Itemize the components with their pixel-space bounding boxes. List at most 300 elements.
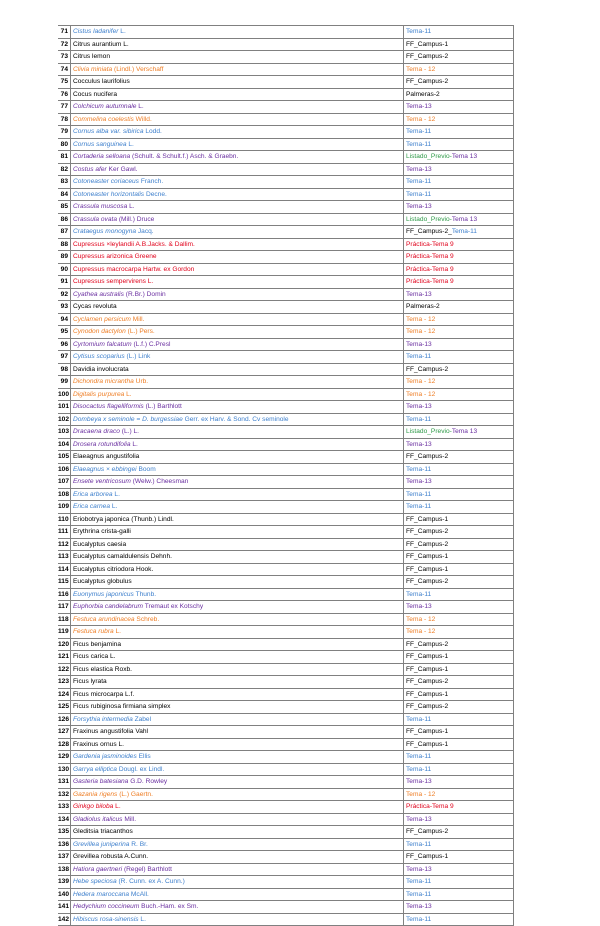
species-authority: Vahl xyxy=(133,728,149,736)
row-number: 93 xyxy=(58,301,71,314)
row-number: 108 xyxy=(58,488,71,501)
topic-label: FF_Campus-1 xyxy=(406,515,449,523)
table-row xyxy=(58,576,514,589)
topic-cell xyxy=(404,426,514,439)
row-number: 95 xyxy=(58,326,71,339)
row-number: 87 xyxy=(58,226,71,239)
species-authority: L.f. xyxy=(123,690,135,698)
species-name: Forsythia intermedia xyxy=(73,715,133,723)
table-row xyxy=(58,538,514,551)
species-authority: L. xyxy=(118,28,126,36)
row-number: 86 xyxy=(58,213,71,226)
table-row xyxy=(58,288,514,301)
topic-label: FF_Campus-2 xyxy=(406,453,449,461)
topic-cell xyxy=(404,576,514,589)
topic-label: Tema-11 xyxy=(406,878,432,886)
topic-label: FF_Campus-2 xyxy=(406,640,449,648)
species-name-cell xyxy=(71,26,404,39)
species-name-cell xyxy=(71,913,404,926)
topic-label: Tema-13 xyxy=(406,103,432,111)
topic-cell xyxy=(404,113,514,126)
row-number: 135 xyxy=(58,826,71,839)
species-authority: L. xyxy=(113,803,121,811)
topic-label: Tema-11 xyxy=(406,503,432,511)
species-authority: McAll. xyxy=(129,890,149,898)
topic-label: FF_Campus-2 xyxy=(406,540,449,548)
topic-cell xyxy=(404,776,514,789)
row-number: 89 xyxy=(58,251,71,264)
table-row xyxy=(58,88,514,101)
species-name: Eucalyptus globulus xyxy=(73,578,132,586)
species-authority: Urb. xyxy=(133,378,149,386)
species-name-cell xyxy=(71,588,404,601)
table-row xyxy=(58,351,514,364)
species-name-cell xyxy=(71,613,404,626)
topic-cell xyxy=(404,201,514,214)
topic-label: Tema - 12 xyxy=(406,790,436,798)
species-authority: Mill. xyxy=(122,815,137,823)
species-name: Festuca rubra xyxy=(73,628,114,636)
species-authority: Greene xyxy=(132,253,157,261)
topic-cell xyxy=(404,738,514,751)
species-name: Grevillea juniperina xyxy=(73,840,130,848)
topic-cell xyxy=(404,713,514,726)
row-number: 85 xyxy=(58,201,71,214)
topic-label: Tema-11 xyxy=(406,190,432,198)
species-name-cell xyxy=(71,38,404,51)
topic-cell xyxy=(404,213,514,226)
topic-label: Tema-11 xyxy=(406,465,432,473)
species-name: Fraxinus ornus xyxy=(73,740,117,748)
species-table xyxy=(58,25,514,926)
species-name: Ficus elastica xyxy=(73,665,113,673)
species-name-cell xyxy=(71,113,404,126)
topic-cell xyxy=(404,501,514,514)
species-name: Citrus lemon xyxy=(73,53,111,61)
species-name-cell xyxy=(71,401,404,414)
topic-label: FF_Campus-2_ xyxy=(406,228,452,236)
species-name-cell xyxy=(71,763,404,776)
species-name: Festuca arundinacea xyxy=(73,615,135,623)
table-body xyxy=(58,26,514,926)
species-name: Fraxinus angustifolia xyxy=(73,728,134,736)
topic-label: Práctica-Tema 9 xyxy=(406,278,454,286)
table-row xyxy=(58,713,514,726)
species-authority: L. xyxy=(130,440,138,448)
table-row xyxy=(58,51,514,64)
topic-label: Práctica-Tema 9 xyxy=(406,253,454,261)
species-name-cell xyxy=(71,526,404,539)
topic-label: FF_Campus-1 xyxy=(406,40,449,48)
species-authority: Hartw. ex Gordon xyxy=(141,265,195,273)
table-row xyxy=(58,663,514,676)
row-number: 79 xyxy=(58,126,71,139)
topic-cell xyxy=(404,351,514,364)
topic-cell xyxy=(404,438,514,451)
table-row xyxy=(58,563,514,576)
row-number: 116 xyxy=(58,588,71,601)
table-row xyxy=(58,188,514,201)
table-row xyxy=(58,313,514,326)
row-number: 76 xyxy=(58,88,71,101)
topic-label: Tema-13 xyxy=(406,865,432,873)
species-authority: (Thunb.) Lindl. xyxy=(129,515,174,523)
topic-cell xyxy=(404,701,514,714)
species-name: Ficus benjamina xyxy=(73,640,122,648)
topic-label: Tema-13 xyxy=(406,603,432,611)
row-number: 103 xyxy=(58,426,71,439)
species-name-cell xyxy=(71,438,404,451)
species-name: Ficus carica xyxy=(73,653,109,661)
species-name: Cupressus macrocarpa xyxy=(73,265,142,273)
topic-cell xyxy=(404,538,514,551)
row-number: 82 xyxy=(58,163,71,176)
topic-label: Tema-11 xyxy=(406,890,432,898)
species-name: Commelina coelestis xyxy=(73,115,134,123)
table-row xyxy=(58,651,514,664)
species-name-cell xyxy=(71,638,404,651)
table-row xyxy=(58,251,514,264)
table-row xyxy=(58,551,514,564)
topic-cell xyxy=(404,913,514,926)
species-name-cell xyxy=(71,551,404,564)
species-name-cell xyxy=(71,751,404,764)
topic-cell xyxy=(404,88,514,101)
species-authority: L. xyxy=(110,503,118,511)
topic-cell xyxy=(404,338,514,351)
table-row xyxy=(58,201,514,214)
row-number: 97 xyxy=(58,351,71,364)
table-row xyxy=(58,901,514,914)
row-number: 136 xyxy=(58,838,71,851)
row-number: 113 xyxy=(58,551,71,564)
topic-cell xyxy=(404,51,514,64)
row-number: 90 xyxy=(58,263,71,276)
species-authority: L. xyxy=(145,278,154,286)
topic-cell xyxy=(404,38,514,51)
topic-cell xyxy=(404,601,514,614)
table-row xyxy=(58,151,514,164)
species-authority: L. xyxy=(116,740,124,748)
row-number: 138 xyxy=(58,863,71,876)
species-name: Cyclamen persicum xyxy=(73,315,131,323)
species-authority: (Mill.) Druce xyxy=(116,215,155,223)
topic-label: Tema-13 xyxy=(406,203,432,211)
topic-label: Tema-11 xyxy=(406,915,432,923)
table-row xyxy=(58,63,514,76)
topic-cell xyxy=(404,413,514,426)
table-row xyxy=(58,451,514,464)
species-name: Ficus lyrata xyxy=(73,678,107,686)
table-row xyxy=(58,138,514,151)
table-row xyxy=(58,513,514,526)
topic-label: Tema-13 xyxy=(406,340,432,348)
row-number: 101 xyxy=(58,401,71,414)
row-number: 91 xyxy=(58,276,71,289)
species-name: Eucalyptus caesia xyxy=(73,540,127,548)
species-authority: L. xyxy=(124,390,132,398)
topic-label: Tema-13 xyxy=(406,440,432,448)
topic-cell xyxy=(404,751,514,764)
species-name: Cornus sanguinea xyxy=(73,140,127,148)
species-name-cell xyxy=(71,876,404,889)
topic-label: Tema - 12 xyxy=(406,65,436,73)
topic-cell xyxy=(404,788,514,801)
topic-label: Tema-13 xyxy=(406,903,432,911)
topic-label: FF_Campus-1 xyxy=(406,853,449,861)
row-number: 99 xyxy=(58,376,71,389)
topic-cell xyxy=(404,163,514,176)
species-name-cell xyxy=(71,226,404,239)
row-number: 134 xyxy=(58,813,71,826)
species-name-cell xyxy=(71,863,404,876)
table-row xyxy=(58,838,514,851)
species-name: Davidia involucrata xyxy=(73,365,129,373)
species-authority: L. xyxy=(108,653,116,661)
species-name-cell xyxy=(71,326,404,339)
species-name: Euonymus japonicus xyxy=(73,590,134,598)
species-name: Disocactus flagelliformis xyxy=(73,403,144,411)
topic-label: FF_Campus-1 xyxy=(406,728,449,736)
topic-label: Tema - 12 xyxy=(406,390,436,398)
species-authority: Hook. xyxy=(134,565,154,573)
row-number: 83 xyxy=(58,176,71,189)
topic-label: Práctica-Tema 9 xyxy=(406,240,454,248)
species-authority: Boom xyxy=(136,465,156,473)
topic-cell xyxy=(404,101,514,114)
table-row xyxy=(58,826,514,839)
topic-cell xyxy=(404,313,514,326)
topic-cell xyxy=(404,526,514,539)
species-name: Elaeagnus angustifolia xyxy=(73,453,140,461)
topic-cell xyxy=(404,326,514,339)
species-name: Hebe speciosa xyxy=(73,878,117,886)
species-name-cell xyxy=(71,213,404,226)
topic-cell xyxy=(404,251,514,264)
species-name-cell xyxy=(71,776,404,789)
table-row xyxy=(58,163,514,176)
species-authority: Dougl. ex Lindl. xyxy=(116,765,165,773)
species-authority: Franch. xyxy=(138,178,164,186)
topic-label: Tema-13 xyxy=(406,478,432,486)
species-name: Cornus alba var. sibirica xyxy=(73,128,144,136)
topic-cell xyxy=(404,838,514,851)
row-number: 128 xyxy=(58,738,71,751)
species-name-cell xyxy=(71,888,404,901)
species-authority: Ellis xyxy=(136,753,151,761)
topic-cell xyxy=(404,801,514,814)
table-row xyxy=(58,413,514,426)
table-row xyxy=(58,913,514,926)
topic-cell xyxy=(404,151,514,164)
species-name-cell xyxy=(71,851,404,864)
topic-label: Tema-13 xyxy=(406,165,432,173)
table-row xyxy=(58,676,514,689)
species-name: Crassula ovata xyxy=(73,215,117,223)
table-row xyxy=(58,426,514,439)
species-name: Grevillea robusta xyxy=(73,853,123,861)
species-name-cell xyxy=(71,138,404,151)
table-row xyxy=(58,613,514,626)
species-name-cell xyxy=(71,126,404,139)
row-number: 109 xyxy=(58,501,71,514)
row-number: 81 xyxy=(58,151,71,164)
topic-cell xyxy=(404,638,514,651)
species-name-cell xyxy=(71,576,404,589)
species-name-cell xyxy=(71,338,404,351)
row-number: 122 xyxy=(58,663,71,676)
topic-cell xyxy=(404,488,514,501)
row-number: 120 xyxy=(58,638,71,651)
species-name: Cotoneaster horizontalis xyxy=(73,190,145,198)
table-row xyxy=(58,226,514,239)
species-name: Crassula muscosa xyxy=(73,203,128,211)
species-name-cell xyxy=(71,488,404,501)
species-name-cell xyxy=(71,563,404,576)
table-row xyxy=(58,76,514,89)
species-authority: (L.) L. xyxy=(119,428,139,436)
topic-label: Tema-11 xyxy=(406,178,432,186)
topic-label: Tema-11 xyxy=(406,140,432,148)
topic-label: Tema-13 xyxy=(406,778,432,786)
species-name: Euphorbia candelabrum xyxy=(73,603,144,611)
species-name-cell xyxy=(71,901,404,914)
row-number: 114 xyxy=(58,563,71,576)
row-number: 106 xyxy=(58,463,71,476)
topic-cell xyxy=(404,651,514,664)
topic-label: FF_Campus-1 xyxy=(406,565,449,573)
topic-cell xyxy=(404,813,514,826)
topic-cell xyxy=(404,63,514,76)
topic-cell xyxy=(404,363,514,376)
species-authority: Dehnh. xyxy=(148,553,172,561)
topic-label: Tema 13 xyxy=(451,153,478,161)
topic-label: Tema-11 xyxy=(406,590,432,598)
species-name: Dombeya x seminole = D. burgessiae xyxy=(73,415,183,423)
table-row xyxy=(58,526,514,539)
table-row xyxy=(58,701,514,714)
species-authority: (Regel) Barthlott xyxy=(122,865,172,873)
topic-cell xyxy=(404,551,514,564)
species-name-cell xyxy=(71,801,404,814)
species-name-cell xyxy=(71,163,404,176)
species-name-cell xyxy=(71,51,404,64)
topic-cell xyxy=(404,513,514,526)
table-row xyxy=(58,763,514,776)
row-number: 75 xyxy=(58,76,71,89)
species-name-cell xyxy=(71,301,404,314)
row-number: 94 xyxy=(58,313,71,326)
topic-cell xyxy=(404,276,514,289)
species-authority: (L.) Pers. xyxy=(125,328,155,336)
species-name-cell xyxy=(71,263,404,276)
topic-label: Tema-11 xyxy=(406,128,432,136)
row-number: 111 xyxy=(58,526,71,539)
table-row xyxy=(58,463,514,476)
row-number: 100 xyxy=(58,388,71,401)
table-row xyxy=(58,338,514,351)
species-name: Erythrina crista-galli xyxy=(73,528,131,536)
topic-label: Tema - 12 xyxy=(406,315,436,323)
species-name-cell xyxy=(71,101,404,114)
species-name-cell xyxy=(71,151,404,164)
topic-label: Tema - 12 xyxy=(406,328,436,336)
row-number: 84 xyxy=(58,188,71,201)
topic-cell xyxy=(404,301,514,314)
species-name: Hedera maroccana xyxy=(73,890,130,898)
species-name-cell xyxy=(71,88,404,101)
species-name-cell xyxy=(71,688,404,701)
topic-cell xyxy=(404,388,514,401)
species-name-cell xyxy=(71,738,404,751)
topic-label: Listado_Previo- xyxy=(406,153,452,161)
row-number: 105 xyxy=(58,451,71,464)
species-name: Hedychium coccineum xyxy=(73,903,140,911)
table-row xyxy=(58,363,514,376)
row-number: 98 xyxy=(58,363,71,376)
species-authority: (R. Cunn. ex A. Cunn.) xyxy=(116,878,185,886)
species-name: Cupressus arizonica xyxy=(73,253,133,261)
species-name: Ficus microcarpa xyxy=(73,690,124,698)
species-name-cell xyxy=(71,251,404,264)
species-name: Costus afer xyxy=(73,165,107,173)
topic-label: Tema - 12 xyxy=(406,378,436,386)
table-row xyxy=(58,776,514,789)
species-name-cell xyxy=(71,238,404,251)
topic-label: Tema - 12 xyxy=(406,628,436,636)
topic-label: FF_Campus-2 xyxy=(406,53,449,61)
species-name: Cyathea australis xyxy=(73,290,124,298)
row-number: 74 xyxy=(58,63,71,76)
topic-cell xyxy=(404,126,514,139)
topic-label: Tema-11 xyxy=(406,490,432,498)
topic-label: Práctica-Tema 9 xyxy=(406,265,454,273)
table-row xyxy=(58,888,514,901)
topic-label: Tema-11 xyxy=(406,353,432,361)
species-authority: L. xyxy=(126,140,134,148)
table-row xyxy=(58,376,514,389)
topic-cell xyxy=(404,463,514,476)
table-row xyxy=(58,863,514,876)
species-name: Cocus nucifera xyxy=(73,90,117,98)
species-authority: G.D. Rowley xyxy=(128,778,168,786)
table-row xyxy=(58,438,514,451)
species-name: Erica carnea xyxy=(73,503,111,511)
topic-label: FF_Campus-2 xyxy=(406,78,449,86)
table-row xyxy=(58,801,514,814)
topic-cell xyxy=(404,688,514,701)
species-name-cell xyxy=(71,63,404,76)
species-name: Colchicum autumnale xyxy=(73,103,137,111)
species-authority: Roxb. xyxy=(112,665,133,673)
species-name: Cynodon dactylon xyxy=(73,328,126,336)
table-row xyxy=(58,738,514,751)
topic-label: Tema - 12 xyxy=(406,615,436,623)
species-authority: Jacq. xyxy=(136,228,154,236)
table-row xyxy=(58,113,514,126)
topic-label: Tema-13 xyxy=(406,815,432,823)
species-name-cell xyxy=(71,388,404,401)
species-name: Cistus ladanifer xyxy=(73,28,119,36)
species-name-cell xyxy=(71,451,404,464)
topic-cell xyxy=(404,726,514,739)
species-name: Eriobotrya japonica xyxy=(73,515,130,523)
topic-label: Tema-11 xyxy=(406,765,432,773)
table-row xyxy=(58,26,514,39)
species-name: Cyrtomium falcatum xyxy=(73,340,132,348)
species-name: Cocculus laurifolius xyxy=(73,78,130,86)
row-number: 112 xyxy=(58,538,71,551)
